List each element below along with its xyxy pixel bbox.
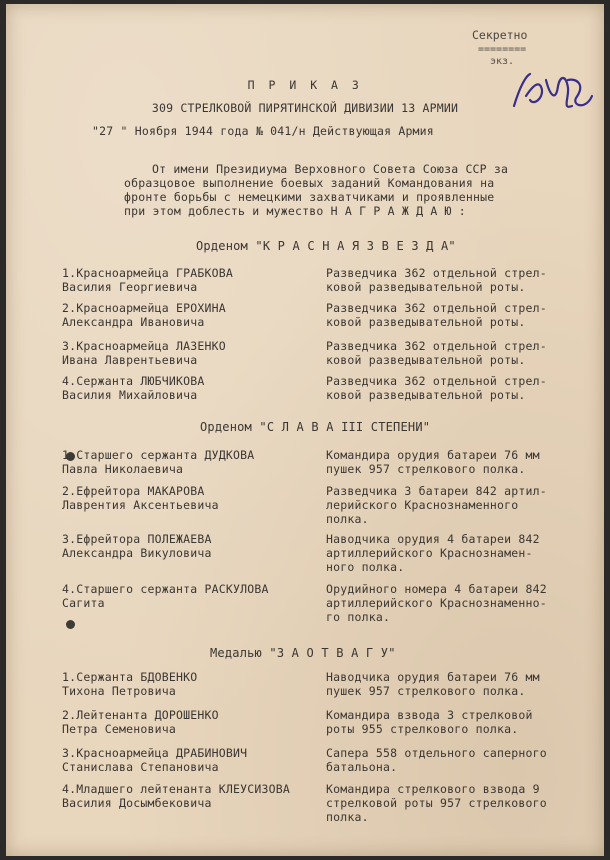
award-desc: Командира взвода 3 стрелковой	[326, 708, 533, 722]
order-date-line: "27 " Ноября 1944 года № 041/н Действующая Армия	[92, 124, 434, 138]
award-desc: го полка.	[326, 610, 391, 624]
award-desc: артиллерийского Краснознаменно-	[326, 596, 547, 610]
award-desc: батальона.	[326, 760, 398, 774]
award-name: Павла Николаевича	[62, 462, 184, 476]
award-name: Станислава Степановича	[62, 760, 219, 774]
award-desc: ковой разведывательной роты.	[326, 388, 526, 402]
award-name: Тихона Петровича	[62, 684, 176, 698]
award-desc: Наводчика орудия 4 батареи 842	[326, 532, 540, 546]
secret-underline: ========	[478, 44, 527, 55]
section-title-red-star: Орденом "К Р А С Н А Я З В Е З Д А"	[196, 239, 456, 253]
award-desc: пушек 957 стрелкового полка.	[326, 684, 526, 698]
award-name: Александра Ивановича	[62, 315, 205, 329]
award-name: Александра Викуловича	[62, 546, 212, 560]
award-name: 4.Младшего лейтенанта КЛЕУСИЗОВА	[62, 782, 290, 796]
award-desc: полка.	[326, 810, 369, 824]
award-name: 4.Сержанта ЛЮБЧИКОВА	[62, 374, 205, 388]
division-name: 309 СТРЕЛКОВОЙ ПИРЯТИНСКОЙ ДИВИЗИИ 13 АРМИИ	[151, 101, 459, 115]
document-title: П Р И К А З	[247, 78, 363, 92]
award-name: Василия Михайловича	[62, 388, 198, 402]
award-name: 3.Ефрейтора ПОЛЕЖАЕВА	[62, 532, 212, 546]
award-desc: артиллерийского Краснознамен-	[326, 546, 533, 560]
award-name: 3.Красноармейца ДРАБИНОВИЧ	[62, 746, 248, 760]
award-desc: Командира стрелкового взвода 9	[326, 782, 540, 796]
award-desc: Разведчика 362 отдельной стрел-	[326, 266, 547, 280]
award-desc: роты 955 стрелкового полка.	[326, 722, 519, 736]
award-name: Сагита	[62, 596, 105, 610]
award-desc: Наводчика орудия батареи 76 мм	[326, 670, 540, 684]
intro-line-4: при этом доблесть и мужество Н А Г Р А Ж Д А Ю :	[124, 204, 466, 218]
section-title-bravery-medal: Медалью "З А О Т В А Г У"	[210, 646, 396, 660]
award-name: 1.Старшего сержанта ДУДКОВА	[62, 448, 255, 462]
award-name: Василия Георгиевича	[62, 280, 198, 294]
section-title-glory: Орденом "С Л А В А III СТЕПЕНИ"	[200, 420, 431, 434]
award-name: Петра Семеновича	[62, 722, 176, 736]
award-desc: ковой разведывательной роты.	[326, 315, 526, 329]
award-name: 4.Старшего сержанта РАСКУЛОВА	[62, 582, 269, 596]
copy-number: экз.	[490, 56, 515, 67]
hole-punch-mark	[66, 620, 75, 629]
award-desc: пушек 957 стрелкового полка.	[326, 462, 526, 476]
award-name: 2.Красноармейца ЕРОХИНА	[62, 301, 226, 315]
intro-line-1: От имени Президиума Верховного Совета Союза ССР за	[152, 162, 509, 176]
award-desc: полка.	[326, 512, 369, 526]
award-name: Василия Досымбековича	[62, 796, 212, 810]
award-name: 3.Красноармейца ЛАЗЕНКО	[62, 339, 226, 353]
award-desc: Разведчика 362 отдельной стрел-	[326, 374, 547, 388]
award-desc: Сапера 558 отдельного саперного	[326, 746, 547, 760]
award-desc: стрелковой роты 957 стрелкового	[326, 796, 547, 810]
award-desc: Орудийного номера 4 батареи 842	[326, 582, 547, 596]
award-desc: ковой разведывательной роты.	[326, 280, 526, 294]
award-desc: ного полка.	[326, 560, 405, 574]
award-desc: ковой разведывательной роты.	[326, 353, 526, 367]
secret-stamp: Секретно	[472, 28, 528, 42]
award-desc: Командира орудия батареи 76 мм	[326, 448, 540, 462]
award-desc: Разведчика 3 батареи 842 артил-	[326, 484, 547, 498]
award-name: 1.Сержанта БДОВЕНКО	[62, 670, 198, 684]
award-name: Ивана Лаврентьевича	[62, 353, 198, 367]
intro-line-2: образцовое выполнение боевых заданий Командования на	[124, 176, 495, 190]
award-name: 2.Ефрейтора МАКАРОВА	[62, 484, 205, 498]
award-name: 2.Лейтенанта ДОРОШЕНКО	[62, 708, 219, 722]
document-sheet	[6, 4, 604, 856]
award-name: Лаврентия Аксентьевича	[62, 498, 219, 512]
intro-line-3: фронте борьбы с немецкими захватчиками и проявленные	[124, 190, 495, 204]
award-name: 1.Красноармейца ГРАБКОВА	[62, 266, 233, 280]
award-desc: лерийского Краснознаменного	[326, 498, 519, 512]
award-desc: Разведчика 362 отдельной стрел-	[326, 301, 547, 315]
award-desc: Разведчика 362 отдельной стрел-	[326, 339, 547, 353]
